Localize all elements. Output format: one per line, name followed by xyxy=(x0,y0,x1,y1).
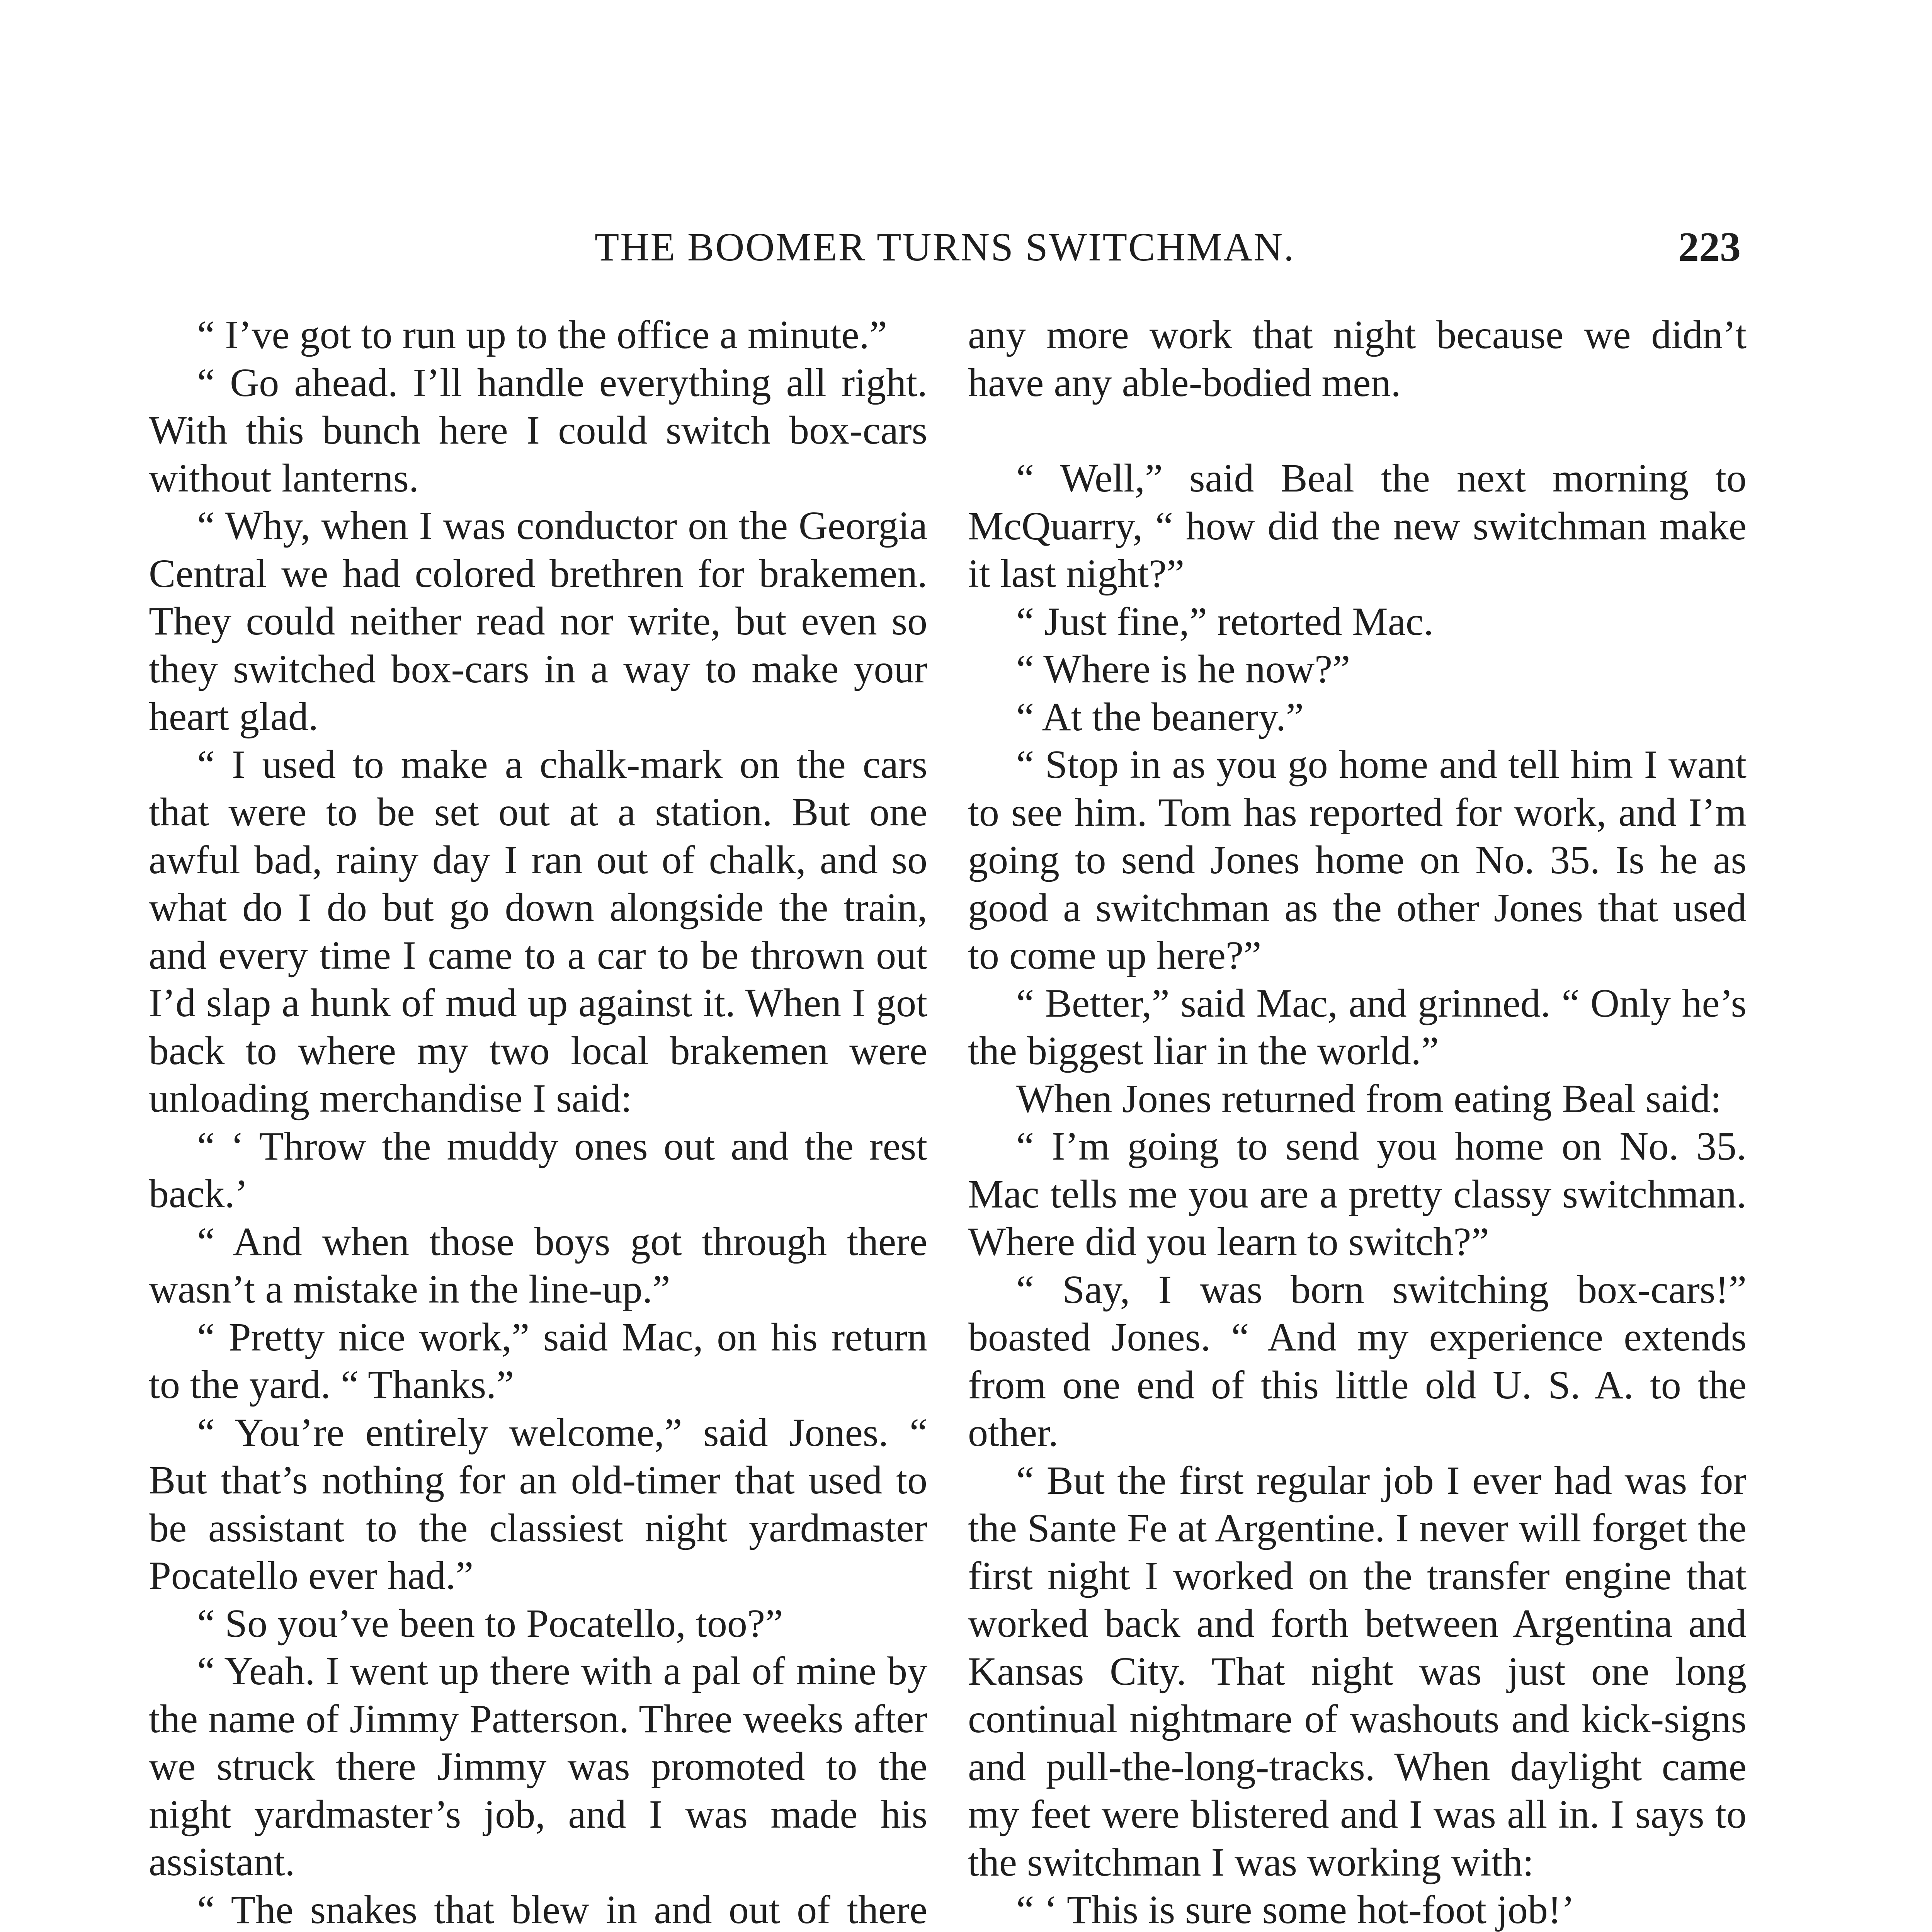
paragraph: “ Say, I was born switching box-cars!” boasted Jones. “ And my experience extends from one end of this little old U. S. A. to the other. xyxy=(968,1267,1747,1455)
paragraph: “ Where is he now?” xyxy=(1016,647,1350,691)
paragraph: “ Just fine,” retorted Mac. xyxy=(1016,599,1434,644)
left-column xyxy=(149,311,927,1932)
page-number: 223 xyxy=(1678,224,1741,270)
paragraph: “ ‘ This is sure some hot-foot job!’ xyxy=(1016,1888,1575,1932)
paragraph: “ At the beanery.” xyxy=(1016,694,1304,739)
paragraph: “ Stop in as you go home and tell him I want to see him. Tom has reported for work, and I’m going to send Jones home on No. 35. Is he as good a switchman as the other Jones that used to come up here?” xyxy=(968,742,1747,978)
running-title: THE BOOMER TURNS SWITCHMAN. xyxy=(594,225,1295,269)
paragraph: “ I’ve got to run up to the office a minute.” xyxy=(197,313,887,357)
paragraph: “ The snakes that blew in and out of there xyxy=(197,1887,927,1932)
paragraph: “ And when those boys got through there wasn’t a mistake in the line-up.” xyxy=(149,1219,927,1311)
right-column xyxy=(968,311,1747,1932)
paragraph-continued: any more work that night because we didn’t have any able-bodied men. xyxy=(968,313,1747,405)
paragraph: “ Pretty nice work,” said Mac, on his return to the yard. “ Thanks.” xyxy=(149,1315,927,1407)
paragraph: “ Go ahead. I’ll handle everything all right. With this bunch here I could switch box-cars without lanterns. xyxy=(149,360,927,500)
paragraph: “ Better,” said Mac, and grinned. “ Only he’s the biggest liar in the world.” xyxy=(968,981,1747,1073)
paragraph: “ But the first regular job I ever had was for the Sante Fe at Argentine. I never will forget the first night I worked on the transfer engine that worked back and forth between Argentina and Kansas City. That night was just one long continual nightmare of washouts and kick-signs and pull-the-long-tracks. When daylight came my feet were blistered and I was all in. I says to the switchman I was working with: xyxy=(968,1458,1747,1884)
running-head xyxy=(149,218,1741,276)
paragraph: “ Yeah. I went up there with a pal of mine by the name of Jimmy Patterson. Three weeks after we struck there Jimmy was promoted to the night yardmaster’s job, and I was made his assistant. xyxy=(149,1649,927,1884)
paragraph: “ ‘ Throw the muddy ones out and the rest back.’ xyxy=(149,1124,927,1216)
paragraph: When Jones returned from eating Beal said: xyxy=(1016,1076,1722,1121)
paragraph: “ You’re entirely welcome,” said Jones. “ But that’s nothing for an old-timer that used to be assistant to the classiest night yardmaster Pocatello ever had.” xyxy=(149,1410,927,1598)
paragraph: “ Well,” said Beal the next morning to McQuarry, “ how did the new switchman make it last night?” xyxy=(968,456,1747,596)
paragraph: “ Why, when I was conductor on the Georgia Central we had colored brethren for brakemen. They could neither read nor write, but even so they switched box-cars in a way to make your heart glad. xyxy=(149,503,927,739)
paragraph: “ I used to make a chalk-mark on the cars that were to be set out at a station. But one awful bad, rainy day I ran out of chalk, and so what do I do but go down alongside the train, and every time I came to a car to be thrown out I’d slap a hunk of mud up against it. When I got back to where my two local brakemen were unloading merchandise I said: xyxy=(149,742,927,1121)
paragraph: “ I’m going to send you home on No. 35. Mac tells me you are a pretty classy switchman. Where did you learn to switch?” xyxy=(968,1124,1747,1264)
paragraph: “ So you’ve been to Pocatello, too?” xyxy=(197,1601,783,1646)
